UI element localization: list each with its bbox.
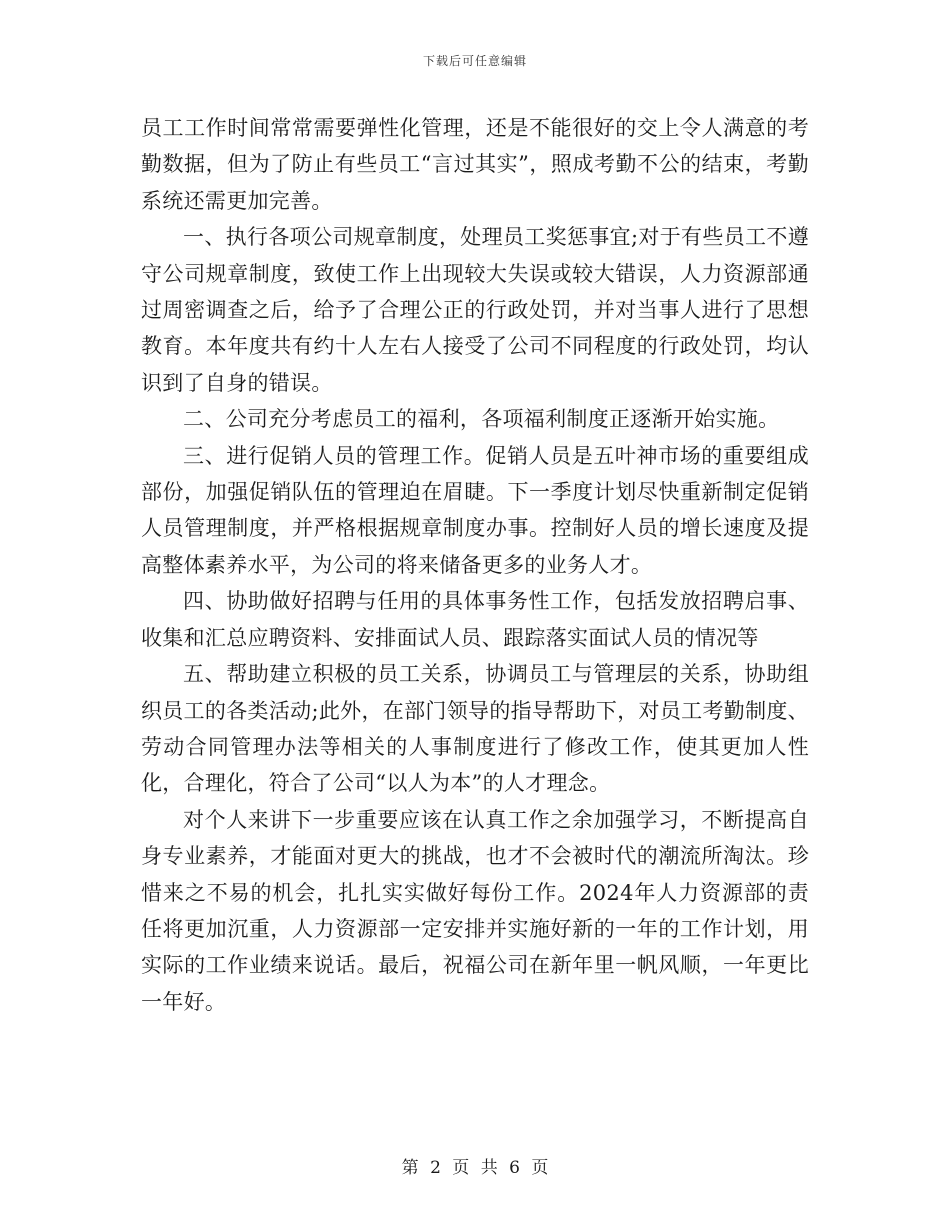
page-number: 第 2 页 共 6 页 bbox=[401, 1158, 549, 1178]
paragraph-item-5: 五、帮助建立积极的员工关系，协调员工与管理层的关系，协助组织员工的各类活动;此外，在部门领导的指导帮助下，对员工考勤制度、劳动合同管理办法等相关的人事制度进行了修改工作，使其更加人性化，合理化，符合了公司“以人为本”的人才理念。 bbox=[141, 662, 809, 796]
paragraph-item-3: 三、进行促销人员的管理工作。促销人员是五叶神市场的重要组成部份，加强促销队伍的管理迫在眉睫。下一季度计划尽快重新制定促销人员管理制度，并严格根据规章制度办事。控制好人员的增长速度及提高整体素养水平，为公司的将来储备更多的业务人才。 bbox=[141, 443, 809, 577]
paragraph-item-4: 四、协助做好招聘与任用的具体事务性工作，包括发放招聘启事、收集和汇总应聘资料、安排面试人员、跟踪落实面试人员的情况等 bbox=[141, 589, 809, 650]
page-header-note: 下载后可任意编辑 bbox=[422, 54, 527, 68]
paragraph-conclusion: 对个人来讲下一步重要应该在认真工作之余加强学习，不断提高自身专业素养，才能面对更大的挑战，也才不会被时代的潮流所淘汰。珍惜来之不易的机会，扎扎实实做好每份工作。2024年人力资源部的责任将更加沉重，人力资源部一定安排并实施好新的一年的工作计划，用实际的工作业绩来说话。最后，祝福公司在新年里一帆风顺，一年更比一年好。 bbox=[141, 807, 809, 1014]
paragraph-item-1: 一、执行各项公司规章制度，处理员工奖惩事宜;对于有些员工不遵守公司规章制度，致使工作上出现较大失误或较大错误，人力资源部通过周密调查之后，给予了合理公正的行政处罚，并对当事人进行了思想教育。本年度共有约十人左右人接受了公司不同程度的行政处罚，均认识到了自身的错误。 bbox=[141, 225, 809, 395]
paragraph-attendance: 员工工作时间常常需要弹性化管理，还是不能很好的交上令人满意的考勤数据，但为了防止有些员工“言过其实”，照成考勤不公的结束，考勤系统还需更加完善。 bbox=[141, 116, 809, 213]
paragraph-item-2: 二、公司充分考虑员工的福利，各项福利制度正逐渐开始实施。 bbox=[183, 407, 780, 432]
document-body bbox=[141, 110, 809, 1020]
